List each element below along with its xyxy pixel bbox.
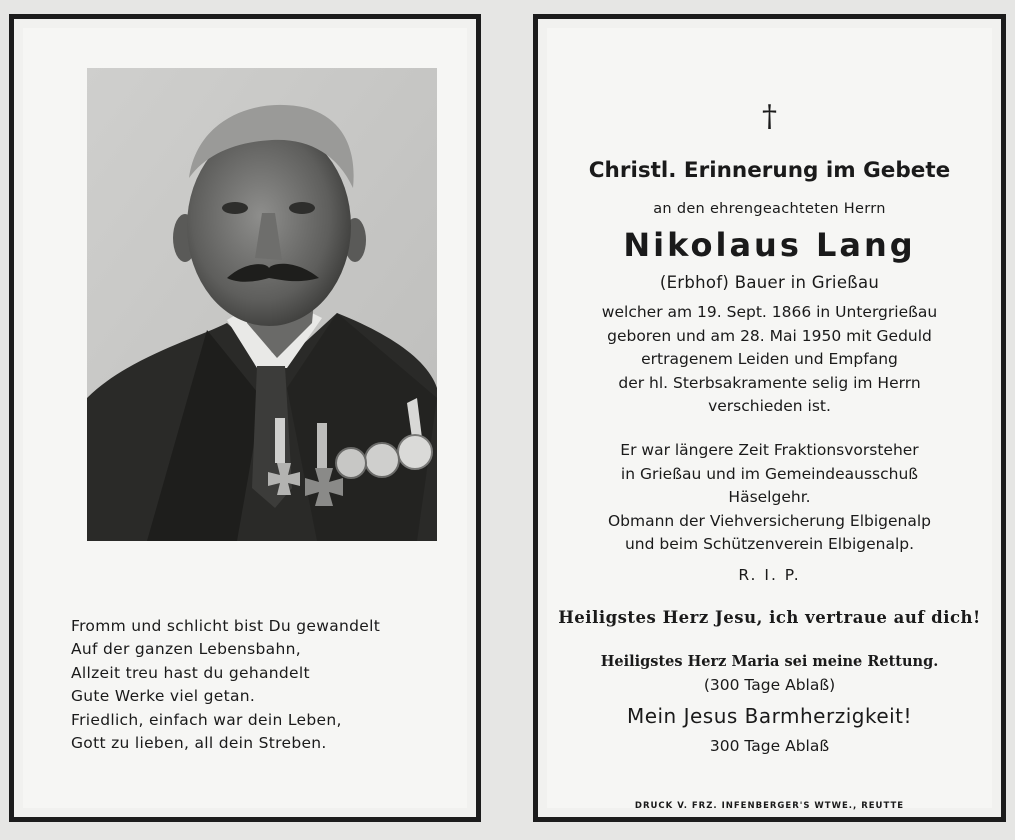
bio-line: in Grießau und im Gemeindeausschuß	[620, 464, 919, 483]
memorial-heading: Christl. Erinnerung im Gebete	[588, 158, 951, 183]
prayer-sacred-heart: Heiligstes Herz Jesu, ich vertraue auf dich!	[558, 608, 981, 627]
bio-line: Obmann der Viehversicherung Elbigenalp	[607, 511, 932, 530]
bio-line: welcher am 19. Sept. 1866 in Untergrießau	[601, 303, 938, 321]
indulgence-note: (300 Tage Ablaß)	[703, 676, 836, 694]
bio-line: geboren und am 28. Mai 1950 mit Geduld	[607, 326, 932, 345]
memorial-poem	[71, 615, 451, 755]
bio-line: der hl. Sterbsakramente selig im Herrn	[618, 373, 921, 392]
poem-line: Auf der ganzen Lebensbahn,	[71, 640, 301, 659]
memorial-card-left	[9, 14, 481, 822]
printer-imprint: DRUCK V. FRZ. INFENBERGER'S WTWE., REUTTE	[634, 801, 905, 811]
bio-line: und beim Schützenverein Elbigenalp.	[624, 535, 915, 554]
poem-line: Allzeit treu hast du gehandelt	[71, 663, 310, 682]
poem-line: Friedlich, einfach war dein Leben,	[71, 710, 342, 729]
left-card-inner	[23, 28, 467, 808]
bio-line: verschieden ist.	[708, 397, 831, 416]
poem-line: Gute Werke viel getan.	[71, 687, 256, 706]
bio-line: Häselgehr.	[728, 488, 811, 507]
bio-line: ertragenem Leiden und Empfang	[641, 350, 898, 369]
deceased-name: Nikolaus Lang	[623, 226, 916, 264]
rip-text: R. I. P.	[738, 566, 801, 584]
memorial-subheading: an den ehrengeachteten Herrn	[653, 201, 886, 217]
indulgence-note: 300 Tage Ablaß	[709, 737, 830, 755]
portrait-photo	[87, 68, 437, 541]
memorial-card-right	[533, 14, 1006, 822]
prayer-maria: Heiligstes Herz Maria sei meine Rettung.	[600, 653, 939, 670]
right-card-inner	[547, 28, 992, 811]
cross-icon: †	[762, 99, 777, 134]
bio-line: Er war längere Zeit Fraktionsvorsteher	[620, 441, 919, 459]
poem-line: Gott zu lieben, all dein Streben.	[71, 734, 327, 753]
prayer-mercy: Mein Jesus Barmherzigkeit!	[626, 704, 913, 728]
deceased-occupation: (Erbhof) Bauer in Grießau	[659, 273, 880, 292]
biography-dates	[547, 301, 992, 419]
biography-offices	[547, 439, 992, 557]
poem-line: Fromm und schlicht bist Du gewandelt	[71, 617, 381, 635]
